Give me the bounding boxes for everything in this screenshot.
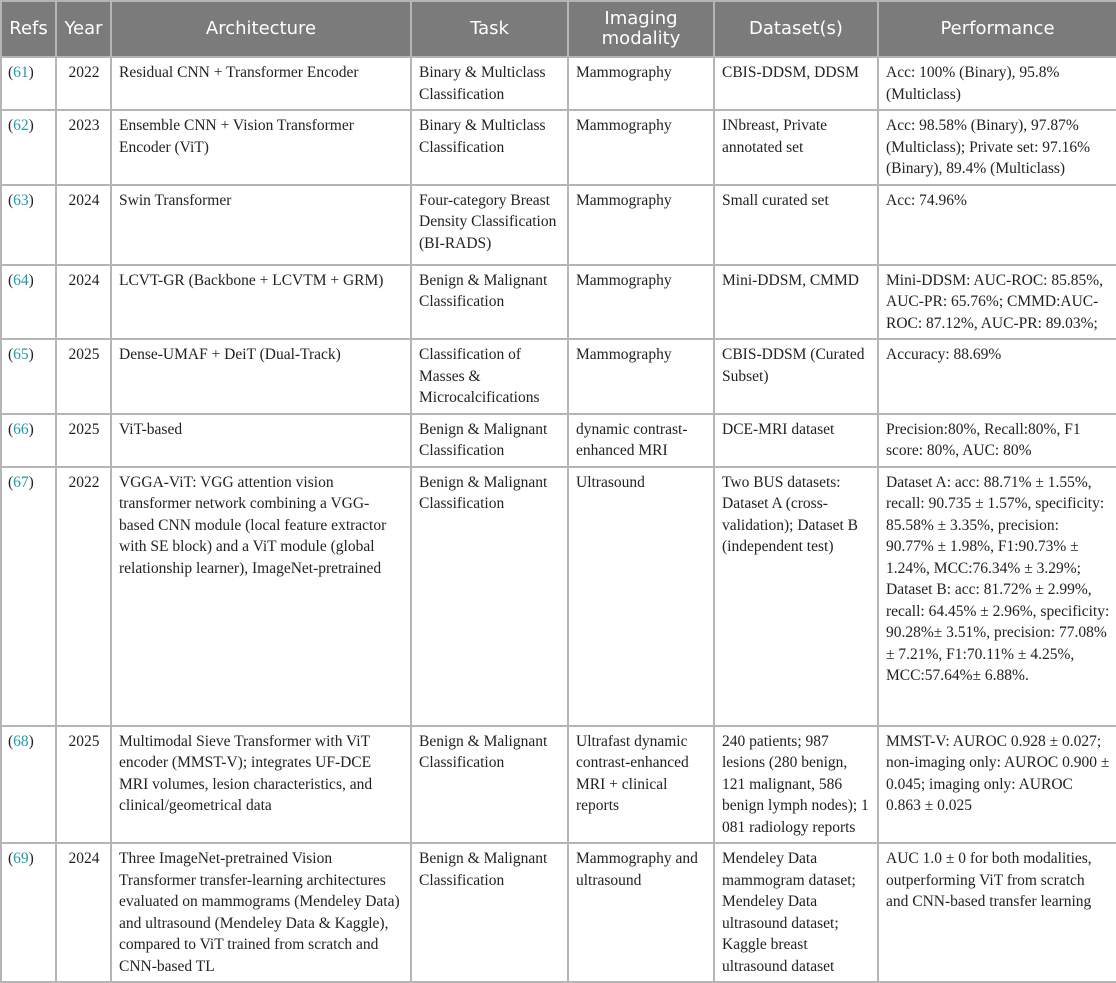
table-row (1, 414, 1116, 467)
dataset-cell: Mendeley Data mammogram dataset; Mendeley Data ultrasound dataset; Kaggle breast ultrasound dataset (714, 843, 878, 982)
modality-cell: Mammography (568, 110, 714, 185)
ref-cell: (64) (1, 265, 56, 340)
performance-cell: Dataset A: acc: 88.71% ± 1.55%, recall: 90.735 ± 1.57%, specificity: 85.58% ± 3.35%, precision: 90.77% ± 1.98%, F1:90.73% ± 1.24%, MCC:76.34% ± 3.29%; Dataset B: acc: 81.72% ± 2.99%, recall: 64.45% ± 2.96%, specificity: 90.28%± 3.51%, precision: 77.08% ± 7.21%, F1:70.11% ± 4.25%, MCC:57.64%± 6.88%. (878, 467, 1116, 726)
ref-cell: (61) (1, 57, 56, 110)
architecture-cell: Multimodal Sieve Transformer with ViT encoder (MMST-V); integrates UF-DCE MRI volumes, lesion characteristics, and clinical/geometrical data (111, 726, 411, 844)
header-row (1, 1, 1116, 57)
ref-cell: (67) (1, 467, 56, 726)
dataset-cell: DCE-MRI dataset (714, 414, 878, 467)
dataset-cell: Mini-DDSM, CMMD (714, 265, 878, 340)
dataset-cell: INbreast, Private annotated set (714, 110, 878, 185)
dataset-cell: CBIS-DDSM, DDSM (714, 57, 878, 110)
table-row (1, 110, 1116, 185)
architecture-cell: Ensemble CNN + Vision Transformer Encoder (ViT) (111, 110, 411, 185)
architecture-cell: ViT-based (111, 414, 411, 467)
table-row (1, 726, 1116, 844)
dataset-cell: Two BUS datasets: Dataset A (cross-validation); Dataset B (independent test) (714, 467, 878, 726)
modality-cell: Mammography (568, 339, 714, 414)
modality-cell: Mammography (568, 185, 714, 265)
table-row (1, 265, 1116, 340)
architecture-cell: Dense-UMAF + DeiT (Dual-Track) (111, 339, 411, 414)
year-cell: 2025 (56, 339, 111, 414)
ref-cell: (68) (1, 726, 56, 844)
performance-cell: Accuracy: 88.69% (878, 339, 1116, 414)
year-cell: 2024 (56, 265, 111, 340)
table-row (1, 339, 1116, 414)
architecture-cell: Swin Transformer (111, 185, 411, 265)
architecture-cell: LCVT-GR (Backbone + LCVTM + GRM) (111, 265, 411, 340)
performance-cell: Mini-DDSM: AUC-ROC: 85.85%, AUC-PR: 65.76%; CMMD:AUC-ROC: 87.12%, AUC-PR: 89.03%; (878, 265, 1116, 340)
architecture-cell: Residual CNN + Transformer Encoder (111, 57, 411, 110)
performance-cell: Acc: 98.58% (Binary), 97.87% (Multiclass); Private set: 97.16% (Binary), 89.4% (Multiclass) (878, 110, 1116, 185)
ref-cell: (65) (1, 339, 56, 414)
year-cell: 2025 (56, 726, 111, 844)
task-cell: Classification of Masses & Microcalcifications (411, 339, 568, 414)
column-header-performance: Performance (878, 1, 1116, 57)
reference-link[interactable]: 67 (13, 473, 29, 491)
performance-cell: MMST-V: AUROC 0.928 ± 0.027; non-imaging only: AUROC 0.900 ± 0.045; imaging only: AUROC 0.863 ± 0.025 (878, 726, 1116, 844)
task-cell: Benign & Malignant Classification (411, 726, 568, 844)
reference-link[interactable]: 63 (13, 191, 29, 209)
reference-link[interactable]: 68 (13, 732, 29, 750)
column-header-datasets: Dataset(s) (714, 1, 878, 57)
architecture-cell: Three ImageNet-pretrained Vision Transformer transfer-learning architectures evaluated on mammograms (Mendeley Data) and ultrasound (Mendeley Data & Kaggle), compared to ViT trained from scratch and CNN-based TL (111, 843, 411, 982)
reference-link[interactable]: 61 (13, 64, 29, 81)
reference-link[interactable]: 62 (13, 117, 29, 134)
modality-cell: Ultrasound (568, 467, 714, 726)
year-cell: 2024 (56, 843, 111, 982)
task-cell: Benign & Malignant Classification (411, 265, 568, 340)
reference-link[interactable]: 65 (13, 346, 29, 363)
task-cell: Benign & Malignant Classification (411, 843, 568, 982)
column-header-refs: Refs (1, 1, 56, 57)
dataset-cell: 240 patients; 987 lesions (280 benign, 121 malignant, 586 benign lymph nodes); 1 081 radiology reports (714, 726, 878, 844)
task-cell: Binary & Multiclass Classification (411, 110, 568, 185)
modality-cell: Mammography and ultrasound (568, 843, 714, 982)
modality-cell: Ultrafast dynamic contrast-enhanced MRI + clinical reports (568, 726, 714, 844)
reference-link[interactable]: 69 (13, 850, 29, 867)
year-cell: 2023 (56, 110, 111, 185)
task-cell: Benign & Malignant Classification (411, 414, 568, 467)
dataset-cell: CBIS-DDSM (Curated Subset) (714, 339, 878, 414)
performance-cell: AUC 1.0 ± 0 for both modalities, outperforming ViT from scratch and CNN-based transfer learning (878, 843, 1116, 982)
task-cell: Four-category Breast Density Classification (BI-RADS) (411, 185, 568, 265)
column-header-task: Task (411, 1, 568, 57)
column-header-year: Year (56, 1, 111, 57)
modality-cell: Mammography (568, 57, 714, 110)
ref-cell: (62) (1, 110, 56, 185)
task-cell: Binary & Multiclass Classification (411, 57, 568, 110)
task-cell: Benign & Malignant Classification (411, 467, 568, 726)
architecture-cell: VGGA-ViT: VGG attention vision transformer network combining a VGG-based CNN module (local feature extractor with SE block) and a ViT module (global relationship learner), ImageNet-pretrained (111, 467, 411, 726)
year-cell: 2022 (56, 467, 111, 726)
ref-cell: (66) (1, 414, 56, 467)
reference-link[interactable]: 66 (13, 420, 29, 438)
modality-cell: Mammography (568, 265, 714, 340)
table-row (1, 843, 1116, 982)
year-cell: 2024 (56, 185, 111, 265)
ref-cell: (63) (1, 185, 56, 265)
performance-cell: Precision:80%, Recall:80%, F1 score: 80%, AUC: 80% (878, 414, 1116, 467)
ref-cell: (69) (1, 843, 56, 982)
year-cell: 2025 (56, 414, 111, 467)
table-row (1, 185, 1116, 265)
performance-cell: Acc: 100% (Binary), 95.8% (Multiclass) (878, 57, 1116, 110)
table-row (1, 467, 1116, 726)
performance-cell: Acc: 74.96% (878, 185, 1116, 265)
modality-cell: dynamic contrast-enhanced MRI (568, 414, 714, 467)
column-header-architecture: Architecture (111, 1, 411, 57)
dataset-cell: Small curated set (714, 185, 878, 265)
reference-link[interactable]: 64 (13, 271, 29, 289)
year-cell: 2022 (56, 57, 111, 110)
table-row (1, 57, 1116, 110)
column-header-imaging-modality: Imaging modality (568, 1, 714, 57)
